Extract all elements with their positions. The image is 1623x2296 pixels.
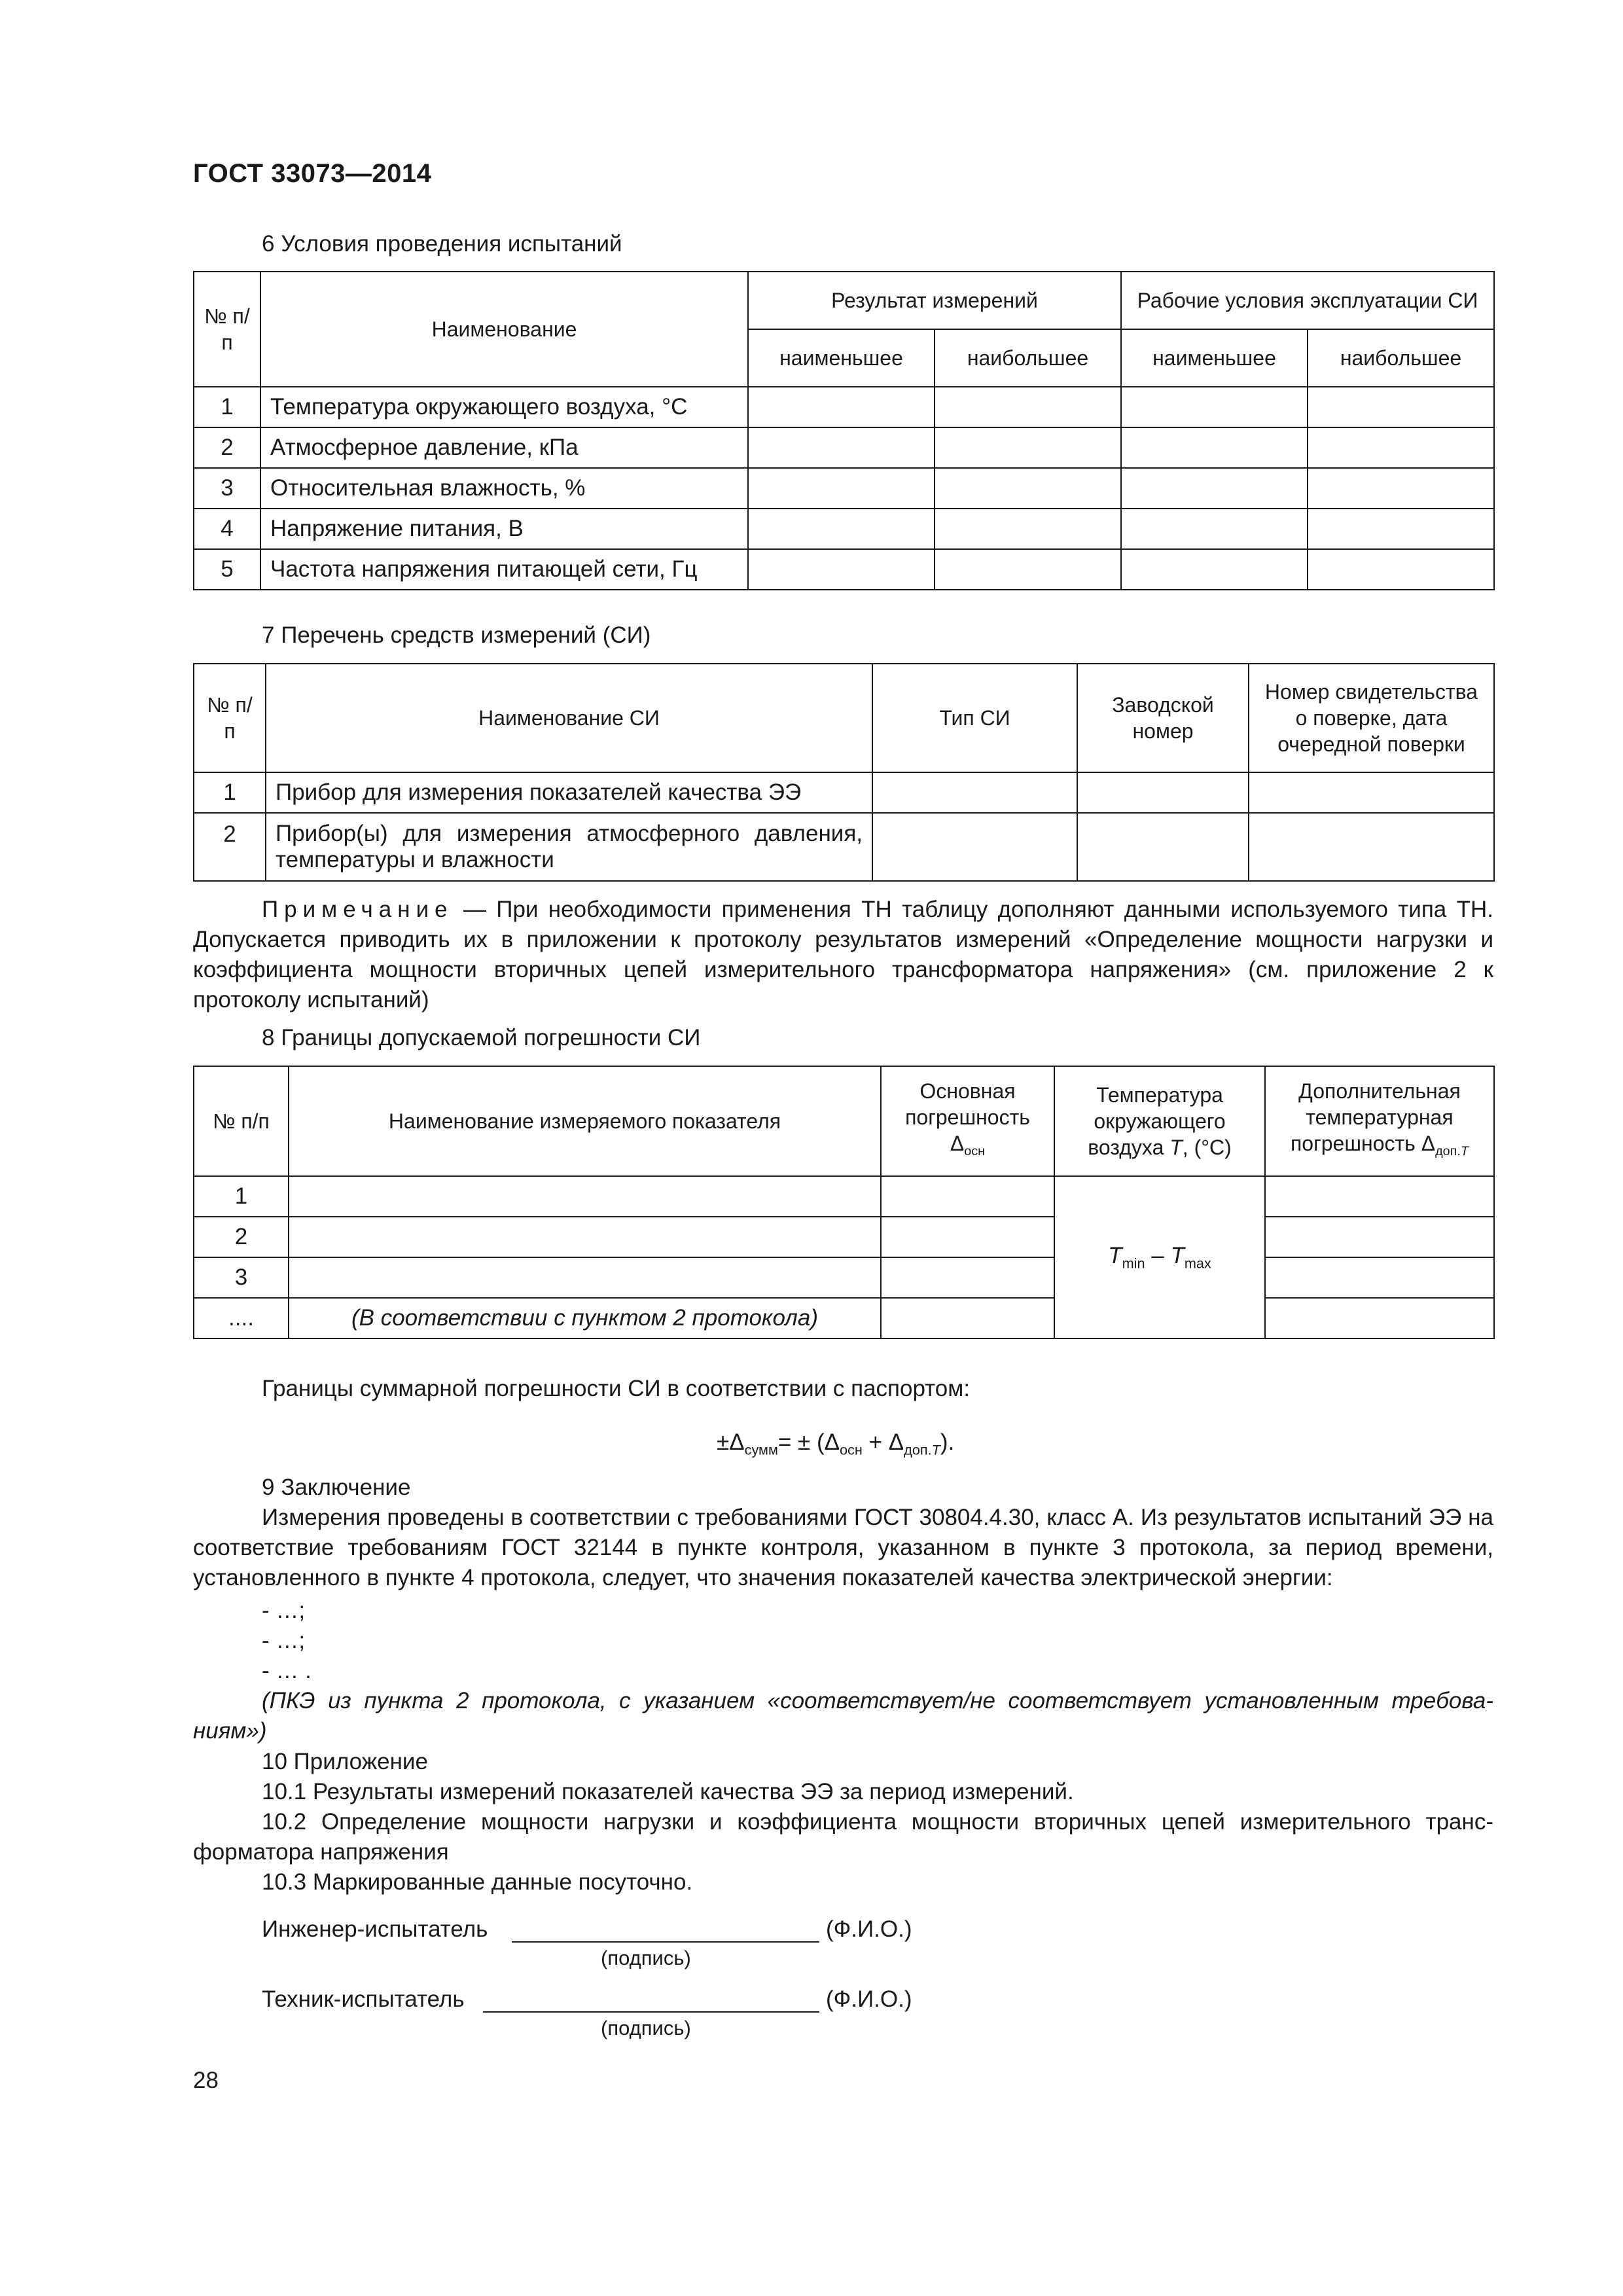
row-name bbox=[289, 1217, 881, 1257]
header-certificate: Номер свидетельства о поверке, дата очередной поверки bbox=[1249, 664, 1494, 772]
list-item: - …; bbox=[262, 1598, 306, 1623]
header-additional-error: Дополнительная температурная погрешность $\Delta_{доп.T}$ bbox=[1265, 1066, 1494, 1176]
technician-signature-line[interactable] bbox=[483, 2011, 819, 2013]
table-row bbox=[194, 772, 1494, 813]
table-row bbox=[194, 813, 1494, 881]
list-item: - … . bbox=[262, 1658, 312, 1683]
empty-cell bbox=[1308, 468, 1494, 509]
empty-cell bbox=[1308, 509, 1494, 549]
row-name: Температура окружающего воздуха, °С bbox=[260, 387, 748, 427]
table-row bbox=[194, 509, 1494, 549]
section-9-title: 9 Заключение bbox=[262, 1475, 411, 1500]
note-text: — При необходимости применения ТН таблицу дополняют данными используемого типа ТН. Допускается приводить их в приложении к протоколу результатов измерений «Определение мощности нагрузки и коэффициента мощности вторичных цепей измерительного трансформатора напряжения» (см. приложение 2 к протоколу испытаний) bbox=[193, 897, 1493, 1013]
empty-cell bbox=[1308, 549, 1494, 590]
row-name: (В соответствии с пунктом 2 протокола) bbox=[289, 1298, 881, 1338]
page-number: 28 bbox=[193, 2068, 219, 2093]
empty-cell bbox=[1121, 387, 1308, 427]
row-num: 1 bbox=[194, 1176, 289, 1217]
row-name: Атмосферное давление, кПа bbox=[260, 427, 748, 468]
empty-cell bbox=[1249, 772, 1494, 813]
row-num: 3 bbox=[194, 1257, 289, 1298]
row-name: Напряжение питания, В bbox=[260, 509, 748, 549]
technician-sign-caption: (подпись) bbox=[601, 2017, 691, 2039]
row-num: 1 bbox=[194, 387, 260, 427]
empty-cell bbox=[1265, 1217, 1494, 1257]
empty-cell bbox=[881, 1298, 1054, 1338]
sum-error-text: Границы суммарной погрешности СИ в соответствии с паспортом: bbox=[262, 1376, 971, 1401]
row-name bbox=[289, 1257, 881, 1298]
note-label: Примечание bbox=[262, 897, 454, 922]
list-item: - …; bbox=[262, 1628, 306, 1653]
table-row bbox=[194, 1257, 1494, 1298]
row-num: .... bbox=[194, 1298, 289, 1338]
sum-error-formula: $\pm\Delta_{сумм}= \pm (\Delta_{осн} + \Delta_{доп.T})$. bbox=[717, 1429, 955, 1458]
row-name: Относительная влажность, % bbox=[260, 468, 748, 509]
header-temperature: Температура окружающего воздуха T, (°С) bbox=[1054, 1066, 1265, 1176]
section-7-title: 7 Перечень средств измерений (СИ) bbox=[262, 622, 651, 648]
empty-cell bbox=[872, 772, 1077, 813]
table-row bbox=[194, 549, 1494, 590]
section-8-title: 8 Границы допускаемой погрешности СИ bbox=[262, 1025, 701, 1050]
empty-cell bbox=[1249, 813, 1494, 881]
empty-cell bbox=[935, 468, 1121, 509]
row-name bbox=[289, 1176, 881, 1217]
technician-label: Техник-испытатель bbox=[262, 1986, 465, 2012]
instruments-table bbox=[193, 663, 1495, 882]
empty-cell bbox=[1077, 813, 1249, 881]
row-num: 2 bbox=[194, 1217, 289, 1257]
appendix-item: 10.3 Маркированные данные посуточно. bbox=[262, 1869, 693, 1895]
table-row bbox=[194, 468, 1494, 509]
empty-cell bbox=[1077, 772, 1249, 813]
empty-cell bbox=[1308, 427, 1494, 468]
temperature-range-cell: $T_{min} - T_{max}$ bbox=[1054, 1176, 1265, 1338]
conditions-table bbox=[193, 271, 1495, 590]
appendix-item: 10.1 Результаты измерений показателей качества ЭЭ за период измерений. bbox=[262, 1779, 1074, 1804]
empty-cell bbox=[748, 387, 935, 427]
header-min: наименьшее bbox=[1121, 329, 1308, 387]
table-row bbox=[194, 1217, 1494, 1257]
header-basic-error: Основная погрешность $\Delta_{осн}$ bbox=[881, 1066, 1054, 1176]
engineer-label: Инженер-испытатель bbox=[262, 1916, 488, 1942]
empty-cell bbox=[1121, 549, 1308, 590]
empty-cell bbox=[1121, 468, 1308, 509]
header-max: наибольшее bbox=[1308, 329, 1494, 387]
row-name: Прибор для измерения показателей качества ЭЭ bbox=[266, 772, 872, 813]
empty-cell bbox=[1308, 387, 1494, 427]
row-num: 4 bbox=[194, 509, 260, 549]
table-row bbox=[194, 1176, 1494, 1217]
header-num: № п/п bbox=[194, 272, 260, 387]
error-limits-table bbox=[193, 1066, 1495, 1339]
empty-cell bbox=[1265, 1176, 1494, 1217]
header-min: наименьшее bbox=[748, 329, 935, 387]
row-name: Прибор(ы) для измерения атмосферного давления, температуры и влажности bbox=[266, 813, 872, 881]
empty-cell bbox=[935, 427, 1121, 468]
empty-cell bbox=[748, 549, 935, 590]
empty-cell bbox=[1265, 1257, 1494, 1298]
empty-cell bbox=[881, 1257, 1054, 1298]
document-header: ГОСТ 33073—2014 bbox=[193, 159, 432, 188]
header-serial: Заводской номер bbox=[1077, 664, 1249, 772]
empty-cell bbox=[935, 549, 1121, 590]
empty-cell bbox=[872, 813, 1077, 881]
empty-cell bbox=[748, 509, 935, 549]
appendix-item: 10.2 Определение мощности нагрузки и коэффициента мощности вторичных цепей измерительного трансформатора напряжения bbox=[193, 1809, 1493, 1865]
conclusion-italic-note: (ПКЭ из пункта 2 протокола, с указанием «соответствует/не соответствует установленным требованиям») bbox=[193, 1688, 1493, 1744]
section-10-title: 10 Приложение bbox=[262, 1749, 428, 1774]
row-num: 1 bbox=[194, 772, 266, 813]
row-num: 3 bbox=[194, 468, 260, 509]
header-max: наибольшее bbox=[935, 329, 1121, 387]
empty-cell bbox=[1265, 1298, 1494, 1338]
engineer-signature-line[interactable] bbox=[512, 1941, 819, 1943]
header-num: № п/п bbox=[194, 664, 266, 772]
section-6-title: 6 Условия проведения испытаний bbox=[262, 231, 622, 257]
technician-fio: (Ф.И.О.) bbox=[826, 1986, 912, 2012]
header-type: Тип СИ bbox=[872, 664, 1077, 772]
engineer-fio: (Ф.И.О.) bbox=[826, 1916, 912, 1942]
empty-cell bbox=[1121, 427, 1308, 468]
empty-cell bbox=[1121, 509, 1308, 549]
empty-cell bbox=[881, 1176, 1054, 1217]
table-row bbox=[194, 1298, 1494, 1338]
note-paragraph bbox=[193, 895, 1493, 1015]
conclusion-text: Измерения проведены в соответствии с требованиями ГОСТ 30804.4.30, класс А. Из результатов испытаний ЭЭ на соответствие требованиям ГОСТ 32144 в пункте контроля, указанном в пункте 3 протокола, за период времени, установленного в пункте 4 протокола, следует, что значения показателей качества электрической энергии: bbox=[193, 1505, 1493, 1590]
engineer-sign-caption: (подпись) bbox=[601, 1946, 691, 1969]
header-instrument-name: Наименование СИ bbox=[266, 664, 872, 772]
table-row bbox=[194, 427, 1494, 468]
table-row bbox=[194, 387, 1494, 427]
row-name: Частота напряжения питающей сети, Гц bbox=[260, 549, 748, 590]
header-work-conditions: Рабочие условия эксплуатации СИ bbox=[1121, 272, 1494, 329]
row-num: 2 bbox=[194, 427, 260, 468]
empty-cell bbox=[748, 468, 935, 509]
empty-cell bbox=[935, 509, 1121, 549]
empty-cell bbox=[881, 1217, 1054, 1257]
empty-cell bbox=[935, 387, 1121, 427]
empty-cell bbox=[748, 427, 935, 468]
row-num: 2 bbox=[194, 813, 266, 881]
header-result: Результат измерений bbox=[748, 272, 1121, 329]
header-name: Наименование bbox=[260, 272, 748, 387]
row-num: 5 bbox=[194, 549, 260, 590]
header-indicator-name: Наименование измеряемого показателя bbox=[289, 1066, 881, 1176]
header-num: № п/п bbox=[194, 1066, 289, 1176]
